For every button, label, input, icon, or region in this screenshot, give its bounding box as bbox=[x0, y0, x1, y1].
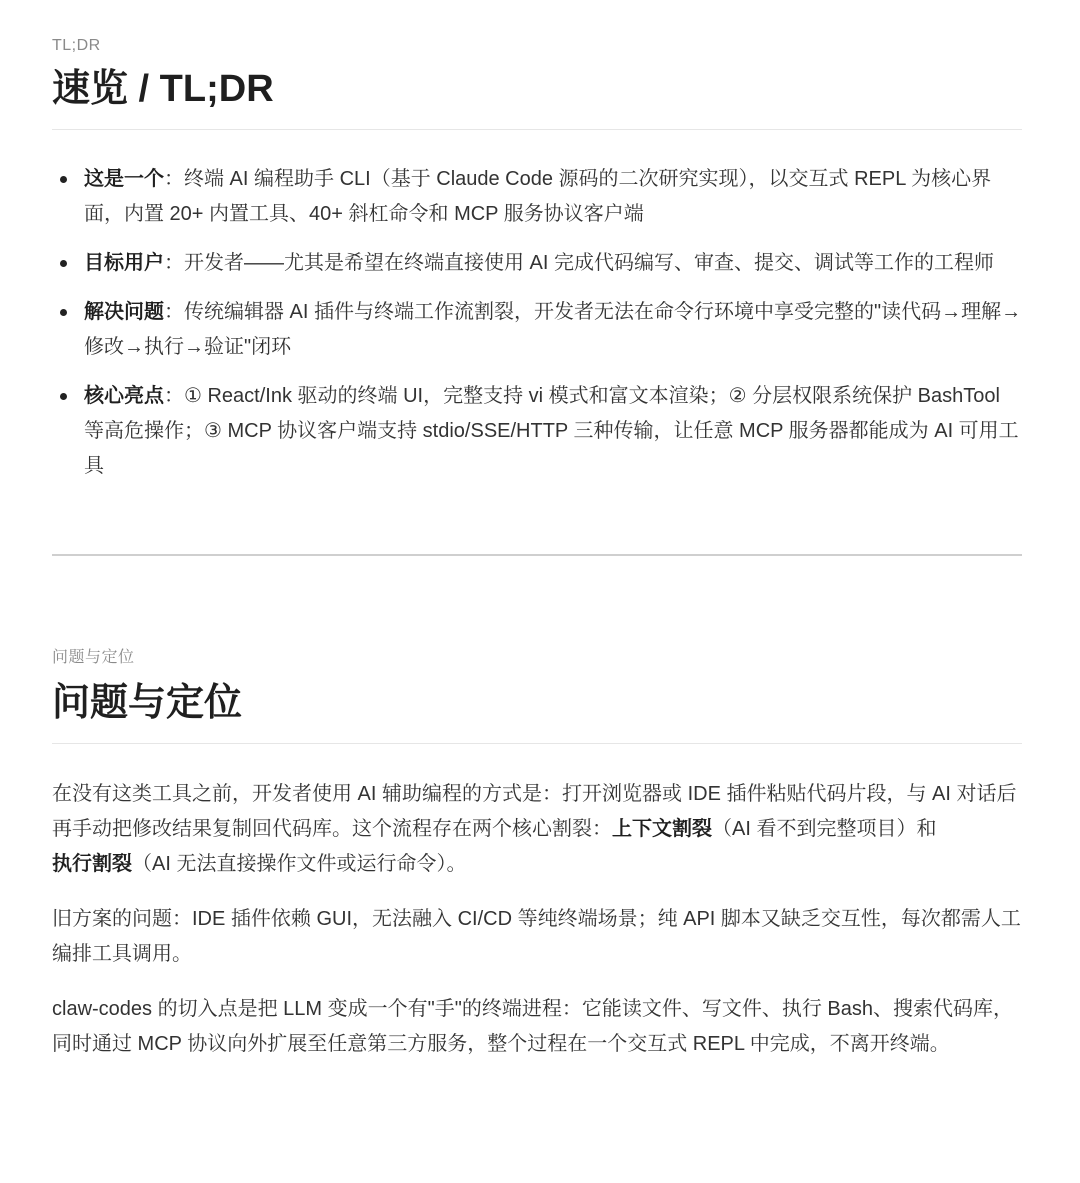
emphasis-text: 执行割裂 bbox=[52, 853, 132, 875]
bullet-text: ：传统编辑器 AI 插件与终端工作流割裂，开发者无法在命令行环境中享受完整的"读代码→理解→修改→执行→验证"闭环 bbox=[84, 301, 1022, 358]
bullet-label: 核心亮点 bbox=[84, 385, 164, 407]
section-eyebrow: 问题与定位 bbox=[52, 649, 135, 666]
list-item bbox=[52, 379, 1022, 484]
section-problem bbox=[52, 648, 1022, 1082]
paragraph-text: 在没有这类工具之前，开发者使用 AI 辅助编程的方式是：打开浏览器或 IDE 插件粘贴代码片段，与 AI 对话后再手动把修改结果复制回代码库。这个流程存在两个核心割裂： bbox=[52, 783, 1017, 840]
section-body bbox=[52, 777, 1022, 1062]
section-eyebrow: TL;DR bbox=[52, 37, 101, 54]
paragraph-text: （AI 看不到完整项目）和 bbox=[712, 818, 937, 840]
section-divider bbox=[52, 554, 1022, 556]
title-divider bbox=[52, 743, 1022, 744]
list-item bbox=[52, 295, 1022, 365]
paragraph bbox=[52, 777, 1022, 882]
bullet-label: 解决问题 bbox=[84, 301, 164, 323]
section-tldr bbox=[52, 36, 1022, 498]
list-item bbox=[52, 246, 1022, 281]
list-item bbox=[52, 162, 1022, 232]
bullet-text: ：终端 AI 编程助手 CLI（基于 Claude Code 源码的二次研究实现），以交互式 REPL 为核心界面，内置 20+ 内置工具、40+ 斜杠命令和 MCP 服务协议客户端 bbox=[84, 168, 992, 225]
bullet-label: 目标用户 bbox=[84, 252, 164, 274]
emphasis-text: 上下文割裂 bbox=[612, 818, 712, 840]
section-title: 问题与定位 bbox=[52, 682, 243, 724]
bullet-label: 这是一个 bbox=[84, 168, 164, 190]
paragraph: claw-codes 的切入点是把 LLM 变成一个有"手"的终端进程：它能读文件、写文件、执行 Bash、搜索代码库，同时通过 MCP 协议向外扩展至任意第三方服务，整个过程在一个交互式 REPL 中完成，不离开终端。 bbox=[52, 998, 1013, 1055]
paragraph-text: （AI 无法直接操作文件或运行命令）。 bbox=[132, 853, 467, 875]
tldr-list bbox=[52, 162, 1022, 484]
bullet-text: ：① React/Ink 驱动的终端 UI，完整支持 vi 模式和富文本渲染；② 分层权限系统保护 BashTool 等高危操作；③ MCP 协议客户端支持 stdio/SSE/HTTP 三种传输，让任意 MCP 服务器都能成为 AI 可用工具 bbox=[84, 385, 1019, 477]
section-separator bbox=[52, 554, 1022, 556]
title-divider bbox=[52, 129, 1022, 130]
paragraph: 旧方案的问题：IDE 插件依赖 GUI，无法融入 CI/CD 等纯终端场景；纯 API 脚本又缺乏交互性，每次都需人工编排工具调用。 bbox=[52, 908, 1021, 965]
bullet-text: ：开发者——尤其是希望在终端直接使用 AI 完成代码编写、审查、提交、调试等工作的工程师 bbox=[164, 252, 995, 274]
section-title: 速览 / TL;DR bbox=[52, 68, 274, 110]
